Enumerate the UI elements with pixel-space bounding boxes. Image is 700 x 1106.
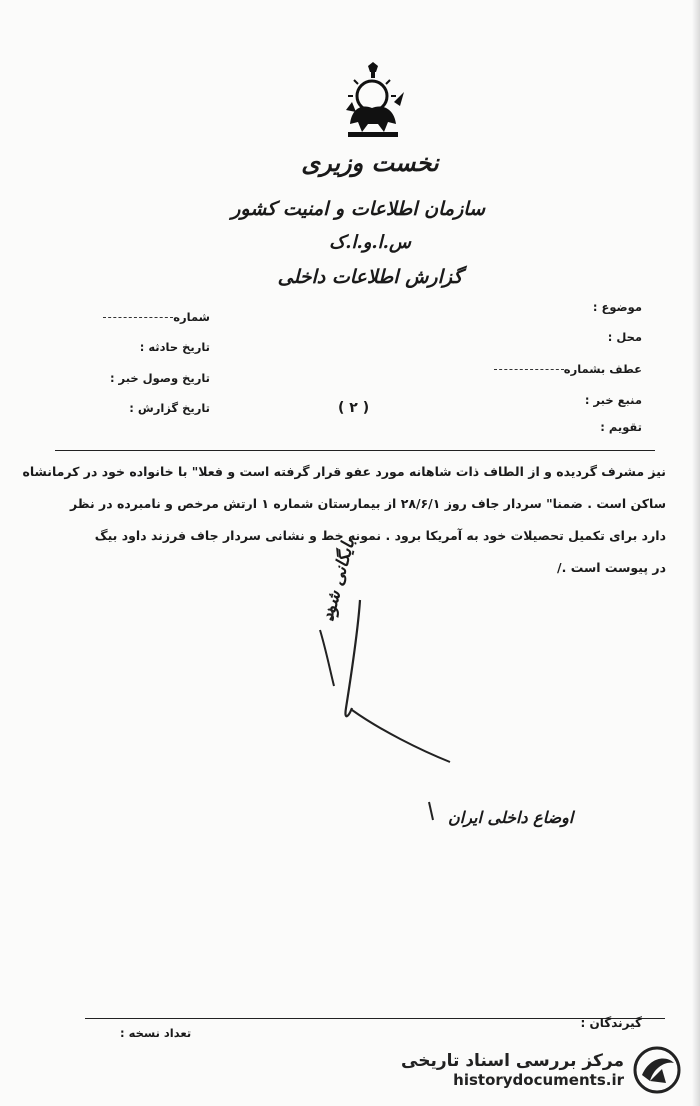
organization-name: سازمان اطلاعات و امنیت کشور xyxy=(231,198,485,220)
body-line: نیز مشرف گردیده و از الطاف ذات شاهانه مورد عفو قرار گرفته است و فعلا" با خانواده خود در کرمانشاه xyxy=(22,464,666,479)
footer-divider xyxy=(85,1018,665,1019)
organization-code: س.ا.و.ا.ک xyxy=(329,232,411,253)
field-incident-date-label: تاریخ حادثه : xyxy=(139,340,210,354)
watermark-url: historydocuments.ir xyxy=(453,1071,624,1089)
copies-label: تعداد نسخه : xyxy=(120,1026,192,1040)
body-line: در پیوست است ./ xyxy=(557,560,666,575)
handwritten-mark xyxy=(425,800,439,826)
field-reference xyxy=(490,362,642,376)
handwritten-signature xyxy=(300,590,550,770)
field-subject xyxy=(593,300,642,314)
field-number xyxy=(60,310,210,324)
field-number-label: شماره xyxy=(173,310,210,324)
page-number: ( ۲ ) xyxy=(338,400,370,416)
field-evaluation xyxy=(600,420,642,434)
lion-and-sun-emblem xyxy=(338,62,408,140)
field-receipt-date xyxy=(60,371,210,385)
field-subject-label: موضوع : xyxy=(592,300,642,314)
watermark-text xyxy=(401,1051,624,1089)
recipients-label: گیرندگان : xyxy=(580,1016,642,1030)
field-location-label: محل : xyxy=(607,330,642,344)
header-title: نخست وزیری xyxy=(301,148,439,177)
field-report-date-label: تاریخ گزارش : xyxy=(129,401,210,415)
field-source xyxy=(585,393,642,407)
watermark-name: مرکز بررسی اسناد تاریخی xyxy=(401,1051,624,1071)
handwritten-subject-note: اوضاع داخلی ایران xyxy=(448,808,574,827)
header-divider xyxy=(55,450,655,451)
dotted-line xyxy=(103,317,173,318)
field-source-label: منبع خبر : xyxy=(584,393,642,407)
field-receipt-date-label: تاریخ وصول خبر : xyxy=(109,371,210,385)
scan-edge xyxy=(692,0,700,1106)
body-line: دارد برای تکمیل تحصیلات خود به آمریکا برود . نمونه خط و نشانی سردار جاف فرزند داود بیگ xyxy=(94,528,666,543)
field-reference-label: عطف بشماره xyxy=(563,362,642,376)
archive-logo-icon xyxy=(632,1045,682,1095)
field-incident-date xyxy=(60,340,210,354)
field-location xyxy=(608,330,642,344)
field-report-date xyxy=(60,401,210,415)
body-line: ساکن است . ضمنا" سردار جاف روز ۲۸/۶/۱ از بیمارستان شماره ۱ ارتش مرخص و نامبرده در نظر xyxy=(70,496,666,511)
report-type: گزارش اطلاعات داخلی xyxy=(277,266,463,288)
handwritten-note: بایگانی شود xyxy=(318,536,360,624)
field-evaluation-label: تقویم : xyxy=(600,420,642,434)
dotted-line xyxy=(494,369,564,370)
archive-watermark xyxy=(401,1044,682,1096)
